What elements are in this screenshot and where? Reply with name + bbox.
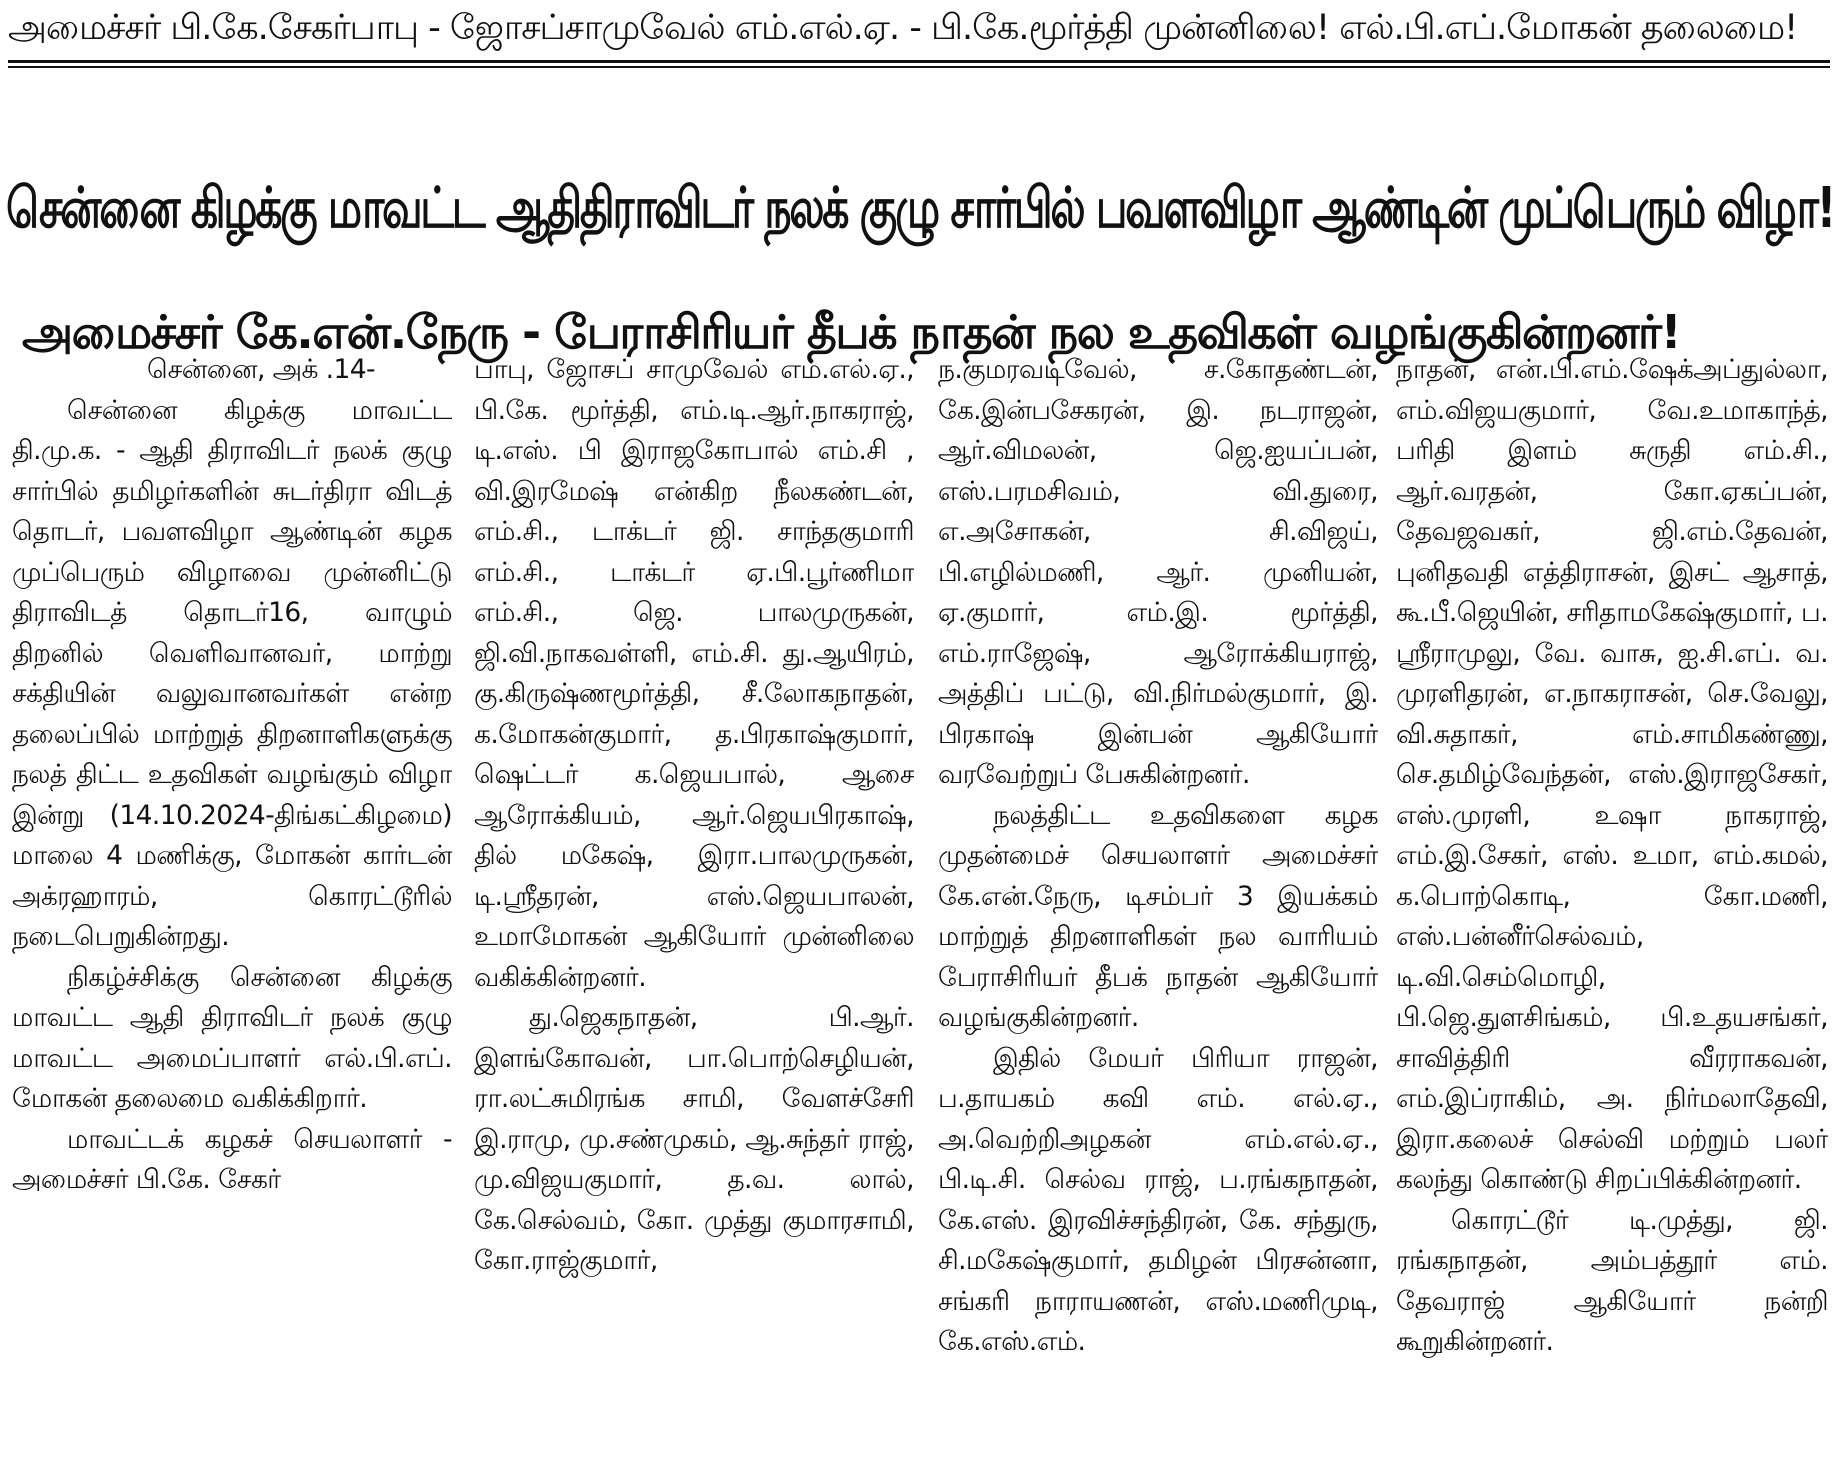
article-paragraph: சென்னை கிழக்கு மாவட்ட தி.மு.க. - ஆதி திராவிடர் நலக் குழு சார்பில் தமிழர்களின் சுடர்திரா விடத் தொடர், பவளவிழா ஆண்டின் கழக முப்பெரும் விழாவை முன்னிட்டு திராவிடத் தொடர்16, வாழும் திறனில் வெளிவானவர், மாற்று சக்தியின் வலுவானவர்கள் என்ற தலைப்பில் மாற்றுத் திறனாளிகளுக்கு நலத் திட்ட உதவிகள் வழங்கும் விழா இன்று (14.10.2024-திங்கட்கிழமை) மாலை 4 மணிக்கு, மோகன் கார்டன் அக்ரஹாரம், கொரட்டூரில் நடைபெறுகின்றது. [12,394,452,952]
header-rule [8,66,1830,68]
headline: சென்னை கிழக்கு மாவட்ட ஆதிதிராவிடர் நலக் குழு சார்பில் பவளவிழா ஆண்டின் முப்பெரும் விழா! [6,175,1834,241]
article-body [0,350,1838,1458]
article-column-2 [474,350,914,1455]
article-column-1 [12,350,452,1455]
article-paragraph: இதில் மேயர் பிரியா ராஜன், ப.தாயகம் கவி எம். எல்.ஏ., அ.வெற்றிஅழகன் எம்.எல்.ஏ., பி.டி.சி. செல்வ ராஜ், ப.ரங்கநாதன், கே.எஸ். இரவிச்சந்திரன், கே. சந்துரு, சி.மகேஷ்குமார், தமிழன் பிரசன்னா, சங்கரி நாராயணன், எஸ்.மணிமுடி, கே.எஸ்.எம். [938,1042,1378,1357]
article-paragraph: நலத்திட்ட உதவிகளை கழக முதன்மைச் செயலாளர் அமைச்சர் கே.என்.நேரு, டிசம்பர் 3 இயக்கம் மாற்றுத் திறனாளிகள் நல வாரியம் பேராசிரியர் தீபக் நாதன் ஆகியோர் வழங்குகின்றனர். [938,799,1378,1033]
article-paragraph: நிகழ்ச்சிக்கு சென்னை கிழக்கு மாவட்ட ஆதி திராவிடர் நலக் குழு மாவட்ட அமைப்பாளர் எல்.பி.எப். மோகன் தலைமை வகிக்கிறார். [12,961,452,1114]
top-rule [8,60,1830,63]
article-paragraph: மாவட்டக் கழகச் செயலாளர் - அமைச்சர் பி.கே. சேகர் [12,1123,452,1195]
article-paragraph: பாபு, ஜோசப் சாமுவேல் எம்.எல்.ஏ., பி.கே. மூர்த்தி, எம்.டி.ஆர்.நாகராஜ், டி.எஸ். பி இராஜகோபால் எம்.சி , வி.இரமேஷ் என்கிற நீலகண்டன், எம்.சி., டாக்டர் ஜி. சாந்தகுமாரி எம்.சி., டாக்டர் ஏ.பி.பூர்ணிமா எம்.சி., ஜெ. பாலமுருகன், ஜி.வி.நாகவள்ளி, எம்.சி. து.ஆயிரம், கு.கிருஷ்ணமூர்த்தி, சீ.லோகநாதன், க.மோகன்குமார், த.பிரகாஷ்குமார், ஷெட்டர் க.ஜெயபால், ஆசை ஆரோக்கியம், ஆர்.ஜெயபிரகாஷ், தில் மகேஷ், இரா.பாலமுருகன், டி.ஸ்ரீதரன், எஸ்.ஜெயபாலன், உமாமோகன் ஆகியோர் முன்னிலை வகிக்கின்றனர். [474,354,914,993]
article-paragraph: கொரட்டூர் டி.முத்து, ஜி. ரங்கநாதன், அம்பத்தூர் எம். தேவராஜ் ஆகியோர் நன்றி கூறுகின்றனர். [1396,1204,1828,1357]
dateline: சென்னை, அக் .14- [147,354,375,385]
article-paragraph: ந.குமரவடிவேல், ச.கோதண்டன், கே.இன்பசேகரன், இ. நடராஜன், ஆர்.விமலன், ஜெ.ஐயப்பன், எஸ்.பரமசிவம், வி.துரை, எ.அசோகன், சி.விஜய், பி.எழில்மணி, ஆர். முனியன், ஏ.குமார், எம்.இ. மூர்த்தி, எம்.ராஜேஷ், ஆரோக்கியராஜ், அத்திப் பட்டு, வி.நிர்மல்குமார், இ. பிரகாஷ் இன்பன் ஆகியோர் வரவேற்றுப் பேசுகின்றனர். [938,354,1378,790]
subheadline: அமைச்சர் கே.என்.நேரு - பேராசிரியர் தீபக் நாதன் நல உதவிகள் வழங்குகின்றனர்! [22,305,1681,360]
article-column-3 [938,350,1378,1455]
kicker-line: அமைச்சர் பி.கே.சேகர்பாபு - ஜோசப்சாமுவேல் எம்.எல்.ஏ. - பி.கே.மூர்த்தி முன்னிலை! எல்.பி.எப்.மோகன் தலைமை! [8,8,1798,48]
article-column-4 [1396,350,1828,1455]
article-paragraph: து.ஜெகநாதன், பி.ஆர். இளங்கோவன், பா.பொற்செழியன், ரா.லட்சுமிரங்க சாமி, வேளச்சேரி இ.ராமு, மு.சண்முகம், ஆ.சுந்தர் ராஜ், மு.விஜயகுமார், த.வ. லால், கே.செல்வம், கோ. முத்து குமாரசாமி, கோ.ராஜ்குமார், [474,1002,914,1276]
article-paragraph: நாதன், என்.பி.எம்.ஷேக்அப்துல்லா, எம்.விஜயகுமார், வே.உமாகாந்த், பரிதி இளம் சுருதி எம்.சி., ஆர்.வரதன், கோ.ஏகப்பன், தேவஜவகர், ஜி.எம்.தேவன், புனிதவதி எத்திராசன், இசட் ஆசாத், கூ.பீ.ஜெயின், சரிதாமகேஷ்குமார், ப. ஸ்ரீராமுலு, வே. வாசு, ஐ.சி.எப். வ. முரளிதரன், எ.நாகராசன், செ.வேலு, வி.சுதாகர், எம்.சாமிகண்ணு, செ.தமிழ்வேந்தன், எஸ்.இராஜசேகர், எஸ்.முரளி, உஷா நாகராஜ், எம்.இ.சேகர், எஸ். உமா, எம்.கமல், க.பொற்கொடி, கோ.மணி, எஸ்.பன்னீர்செல்வம், டி.வி.செம்மொழி, பி.ஜெ.துளசிங்கம், பி.உதயசங்கர், சாவித்திரி வீரராகவன், எம்.இப்ராகிம், அ. நிர்மலாதேவி, இரா.கலைச் செல்வி மற்றும் பலர் கலந்து கொண்டு சிறப்பிக்கின்றனர். [1396,354,1828,1195]
